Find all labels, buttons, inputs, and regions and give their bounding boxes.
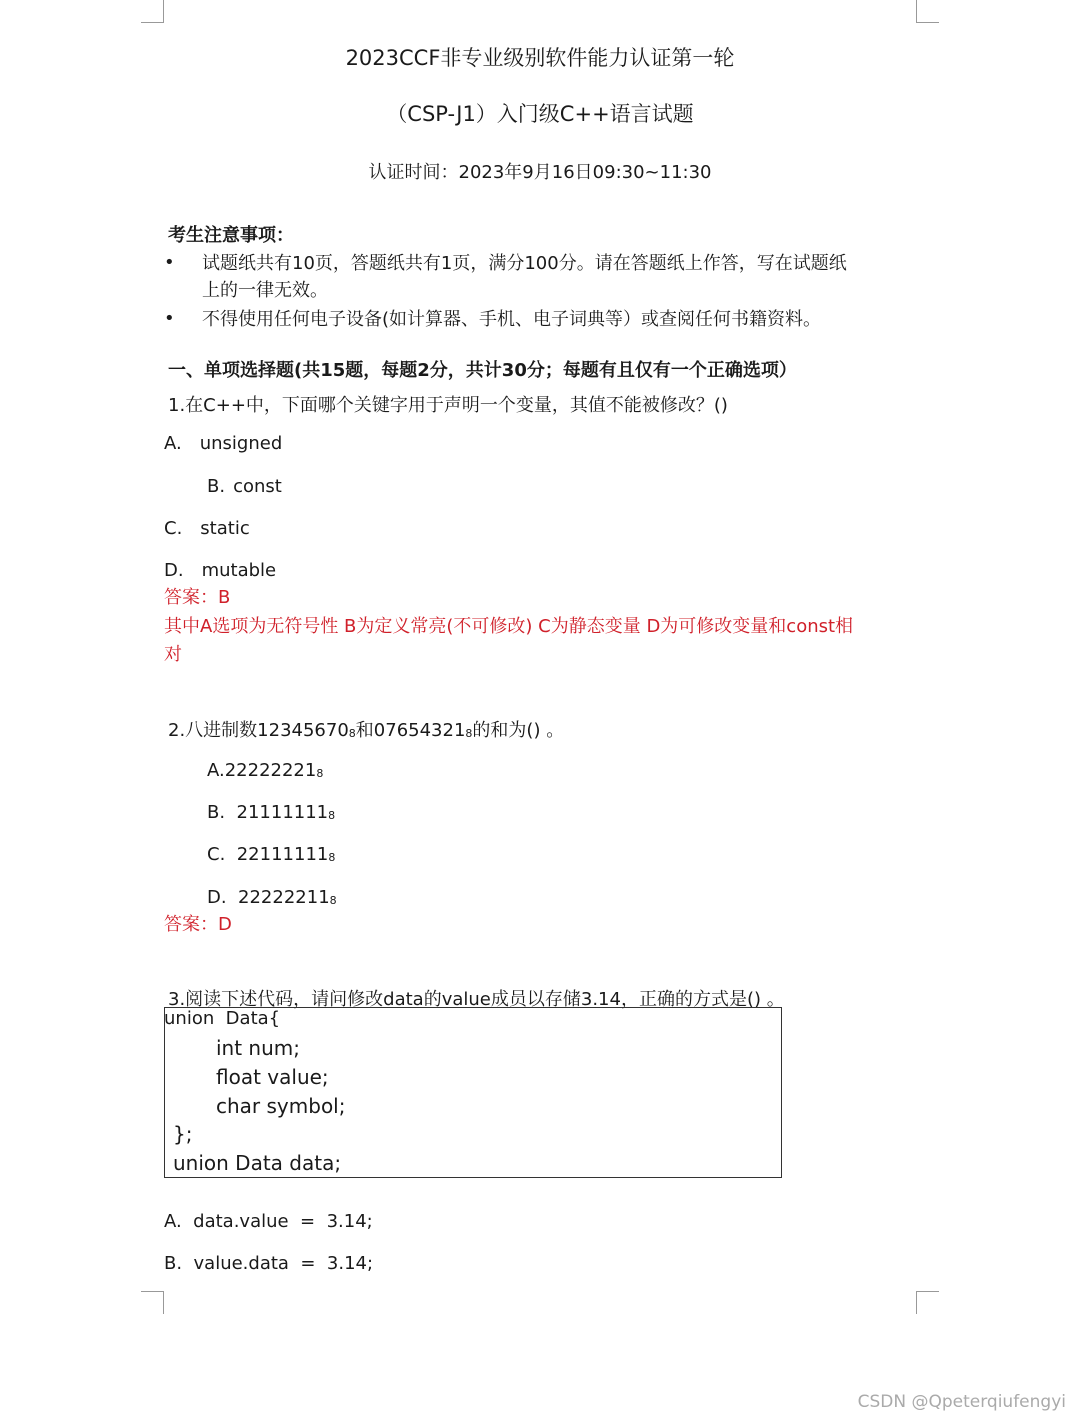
section-heading: 一、单项选择题(共15题，每题2分，共计30分；每题有且仅有一个正确选项） xyxy=(168,360,797,381)
notice-item: 试题纸共有10页，答题纸共有1页，满分100分。请在答题纸上作答，写在试题纸 xyxy=(202,253,847,274)
crop-mark xyxy=(916,0,939,23)
q2-option-d: D. $22222211_8$ xyxy=(207,887,337,908)
q2-option-c: C. $22111111_8$ xyxy=(207,844,336,865)
q2-answer: 答案：D xyxy=(164,914,232,935)
exam-time: 认证时间：2023年9月16日09:30~11:30 xyxy=(368,162,712,183)
q1-explanation-cont: 对 xyxy=(164,644,182,665)
q2-option-a: $A.22222221_8$ xyxy=(207,760,324,781)
doc-title: 2023CCF非专业级别软件能力认证第一轮 xyxy=(345,46,735,70)
notice-item: 不得使用任何电子设备(如计算器、手机、电子词典等）或查阅任何书籍资料。 xyxy=(202,309,822,330)
crop-mark xyxy=(916,1291,939,1314)
notice-item: 上的一律无效。 xyxy=(202,280,328,301)
watermark: CSDN @Qpeterqiufengyi xyxy=(857,1392,1066,1412)
question-1: 1.在C++中，下面哪个关键字用于声明一个变量，其值不能被修改？() xyxy=(168,395,728,416)
code-line: }; xyxy=(173,1122,193,1146)
q1-option-d: D. mutable xyxy=(164,560,277,581)
crop-mark xyxy=(141,1291,164,1314)
code-line: float value; xyxy=(216,1065,329,1089)
code-line: union Data{ xyxy=(164,1008,281,1029)
q3-option-a: A. data.value = 3.14; xyxy=(164,1211,373,1232)
q1-option-c: C. static xyxy=(164,518,250,539)
question-2: 2.八进制数$12345670_8$和$07654321_8$的和为() 。 xyxy=(168,720,565,741)
q2-option-b: B. $21111111_8$ xyxy=(207,802,336,823)
code-line: int num; xyxy=(216,1036,301,1060)
q1-answer: 答案：B xyxy=(164,587,231,608)
q3-option-b: B. value.data = 3.14; xyxy=(164,1253,374,1274)
q1-explanation: 其中A选项为无符号性 B为定义常亮(不可修改) C为静态变量 D为可修改变量和const相 xyxy=(164,616,854,637)
code-line: char symbol; xyxy=(216,1094,346,1118)
doc-subtitle: （CSP-J1）入门级C++语言试题 xyxy=(386,102,694,126)
crop-mark xyxy=(141,0,164,23)
question-3: 3.阅读下述代码，请问修改data的value成员以存储3.14，正确的方式是() 。 xyxy=(168,989,785,1010)
code-line: union Data data; xyxy=(173,1151,342,1175)
notice-heading: 考生注意事项： xyxy=(168,225,294,246)
q1-option-a: A. unsigned xyxy=(164,433,283,454)
q1-option-b: B. const xyxy=(207,476,282,497)
bullet-icon: • xyxy=(164,252,175,273)
bullet-icon: • xyxy=(164,308,175,329)
code-box xyxy=(164,1007,782,1178)
